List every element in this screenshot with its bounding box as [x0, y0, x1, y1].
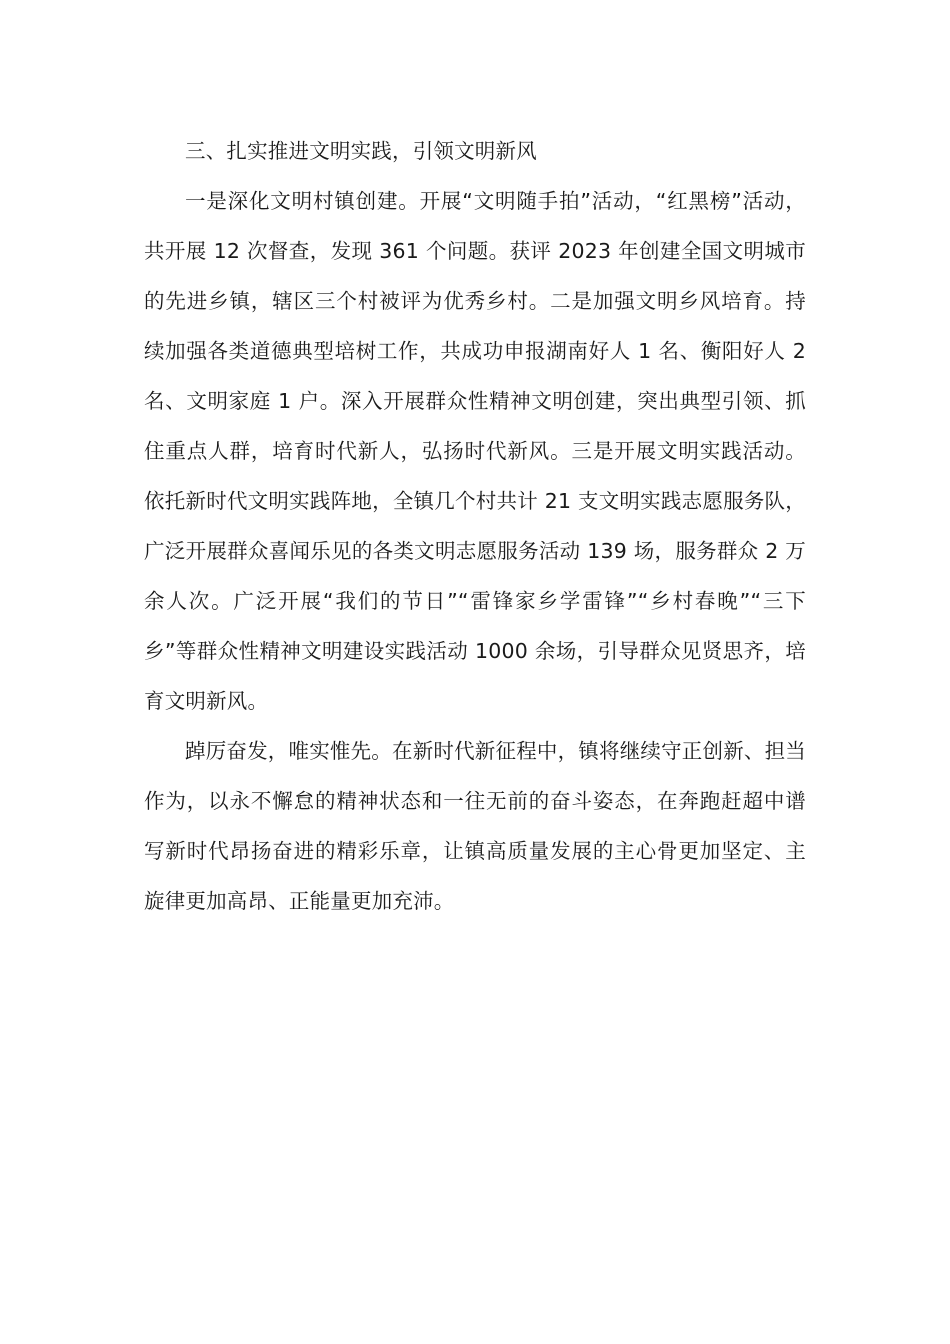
paragraph-conclusion: 踔厉奋发，唯实惟先。在新时代新征程中，镇将继续守正创新、担当作为，以永不懈怠的精神状态和一往无前的奋斗姿态，在奔跑赶超中谱写新时代昂扬奋进的精彩乐章，让镇高质量发展的主心骨更加坚定、主旋律更加高昂、正能量更加充沛。 — [144, 739, 806, 913]
section-heading: 三、扎实推进文明实践，引领文明新风 — [185, 139, 537, 163]
document-body — [144, 126, 806, 926]
paragraph-civilization-practice: 一是深化文明村镇创建。开展“文明随手拍”活动，“红黑榜”活动，共开展 12 次督查，发现 361 个问题。获评 2023 年创建全国文明城市的先进乡镇，辖区三个村被评为优秀乡村。二是加强文明乡风培育。持续加强各类道德典型培树工作，共成功申报湖南好人 1 名、衡阳好人 2 名、文明家庭 1 户。深入开展群众性精神文明创建，突出典型引领、抓住重点人群，培育时代新人，弘扬时代新风。三是开展文明实践活动。依托新时代文明实践阵地，全镇几个村共计 21 支文明实践志愿服务队，广泛开展群众喜闻乐见的各类文明志愿服务活动 139 场，服务群众 2 万余人次。广泛开展“我们的节日”“雷锋家乡学雷锋”“乡村春晚”“三下乡”等群众性精神文明建设实践活动 1000 余场，引导群众见贤思齐，培育文明新风。 — [144, 189, 806, 713]
